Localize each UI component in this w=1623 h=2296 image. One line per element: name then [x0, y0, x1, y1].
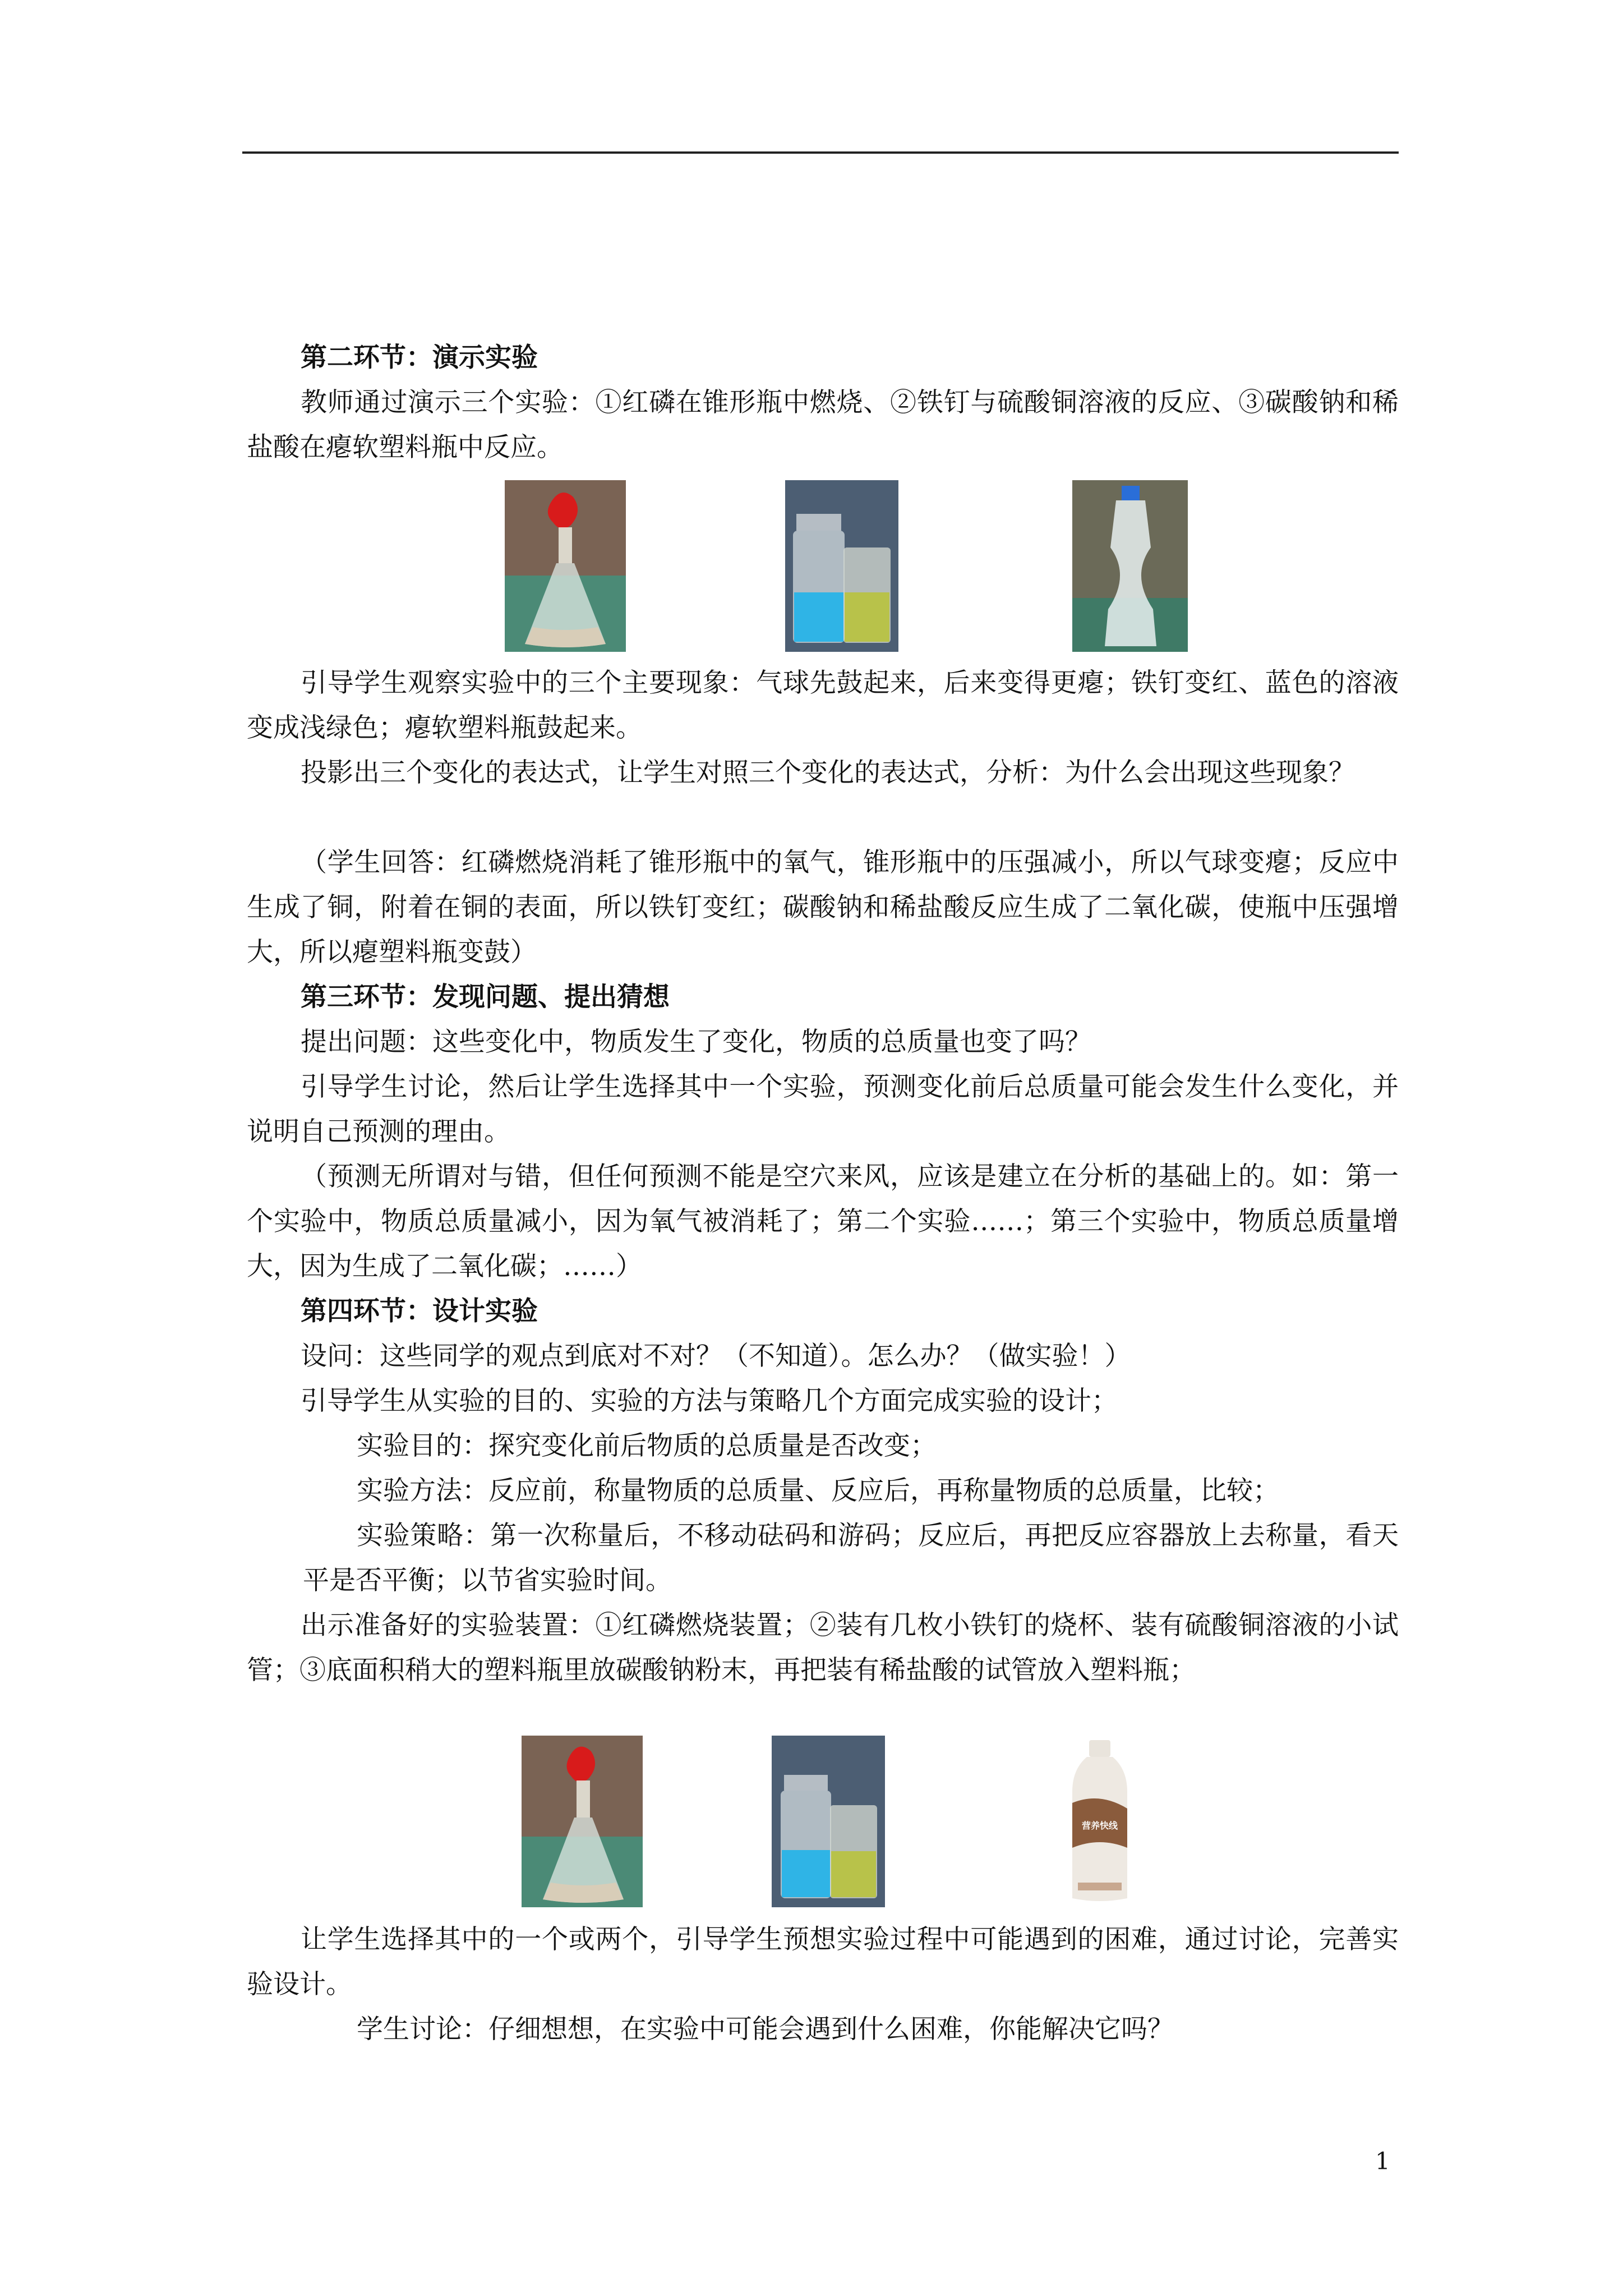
paragraph-purpose: 实验目的：探究变化前后物质的总质量是否改变；	[357, 1430, 937, 1461]
paragraph-discussion: 引导学生讨论，然后让学生选择其中一个实验，预测变化前后总质量可能会发生什么变化，并说明自己预测的理由。	[247, 1071, 1399, 1147]
paragraph-student-discussion: 学生讨论：仔细想想，在实验中可能会遇到什么困难，你能解决它吗？	[357, 2014, 1174, 2045]
section-heading-4: 第四环节：设计实验	[301, 1296, 538, 1327]
paragraph-projection: 投影出三个变化的表达式，让学生对照三个变化的表达式，分析：为什么会出现这些现象？	[301, 757, 1355, 788]
paragraph-question: 提出问题：这些变化中，物质发生了变化，物质的总质量也变了吗？	[301, 1027, 1091, 1057]
paragraph-select: 让学生选择其中的一个或两个，引导学生预想实验过程中可能遇到的困难，通过讨论，完善实验设计。	[247, 1924, 1399, 2000]
header-rule	[242, 151, 1399, 154]
paragraph-method: 实验方法：反应前，称量物质的总质量、反应后，再称量物质的总质量，比较；	[357, 1475, 1279, 1506]
section-heading-2: 第二环节：演示实验	[301, 342, 538, 373]
photo-squeezed-plastic-bottle	[1072, 480, 1188, 652]
photo-plastic-bottle-apparatus	[1064, 1736, 1135, 1907]
photo-iron-nail-copper-sulfate	[785, 480, 898, 652]
photo-red-phosphorus-apparatus	[522, 1736, 643, 1907]
paragraph-guide: 引导学生从实验的目的、实验的方法与策略几个方面完成实验的设计；	[301, 1386, 1118, 1416]
svg-text:营养快线: 营养快线	[1081, 1820, 1118, 1831]
photo-iron-nail-apparatus	[772, 1736, 885, 1907]
paragraph-strategy: 实验策略：第一次称量后，不移动砝码和游码；反应后，再把反应容器放上去称量，看天平是否平衡；以节省实验时间。	[303, 1520, 1399, 1596]
paragraph-student-answer: （学生回答：红磷燃烧消耗了锥形瓶中的氧气，锥形瓶中的压强减小，所以气球变瘪；反应中生成了铜，附着在铜的表面，所以铁钉变红；碳酸钠和稀盐酸反应生成了二氧化碳，使瓶中压强增大，所以瘪塑料瓶变鼓）	[247, 847, 1399, 968]
section-heading-3: 第三环节：发现问题、提出猜想	[301, 982, 670, 1013]
paragraph-demo-intro: 教师通过演示三个实验：①红磷在锥形瓶中燃烧、②铁钉与硫酸铜溶液的反应、③碳酸钠和稀盐酸在瘪软塑料瓶中反应。	[247, 387, 1399, 463]
paragraph-observe: 引导学生观察实验中的三个主要现象：气球先鼓起来，后来变得更瘪；铁钉变红、蓝色的溶液变成浅绿色；瘪软塑料瓶鼓起来。	[247, 668, 1399, 743]
photo-red-phosphorus-flask	[505, 480, 626, 652]
paragraph-ask: 设问：这些同学的观点到底对不对？（不知道）。怎么办？（做实验！）	[301, 1341, 1131, 1372]
paragraph-prediction: （预测无所谓对与错，但任何预测不能是空穴来风，应该是建立在分析的基础上的。如：第一个实验中，物质总质量减小，因为氧气被消耗了；第二个实验……；第三个实验中，物质总质量增大，因为生成了二氧化碳；……）	[247, 1161, 1399, 1282]
paragraph-apparatus: 出示准备好的实验装置：①红磷燃烧装置；②装有几枚小铁钉的烧杯、装有硫酸铜溶液的小试管；③底面积稍大的塑料瓶里放碳酸钠粉末，再把装有稀盐酸的试管放入塑料瓶；	[247, 1610, 1399, 1686]
page-number: 1	[1375, 2147, 1390, 2175]
